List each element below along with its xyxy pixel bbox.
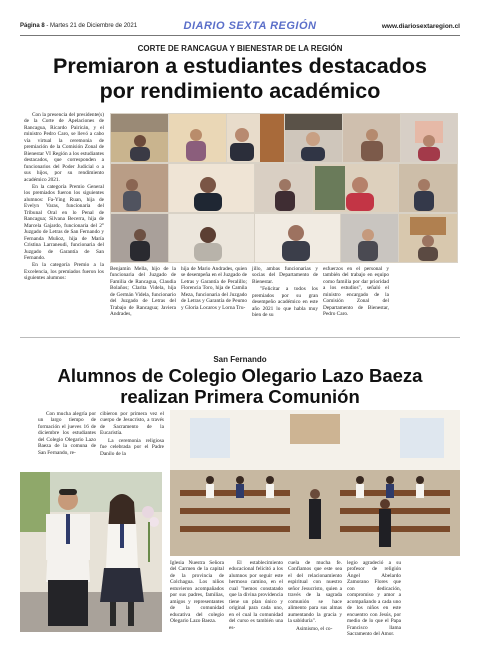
story2-column-4 bbox=[229, 560, 283, 632]
story1-column-1 bbox=[24, 112, 104, 283]
story2-title-line1: Alumnos de Colegio Olegario Lazo Baeza bbox=[57, 365, 423, 386]
story2-paragraph: Asimismo, el co- bbox=[296, 625, 333, 632]
story1-title-line1: Premiaron a estudiantes destacados bbox=[52, 54, 427, 78]
story2-title-line2: realizan Primera Comunión bbox=[120, 386, 360, 407]
students-photo bbox=[20, 472, 162, 632]
page-number: Página 8 bbox=[20, 23, 45, 29]
story1-paragraph: En la categoría Premio General los premiados fueron los siguientes alumnos: Fa-Ying Ruan, hija de Evelyn Varas, funcionaria del Tribunal Oral en lo Penal de Rancagua; Silvana Becerra, hija de Marcela Gajardo, funcionaria del 2° Juzgado de Letras de San Fernando y Fernanda Muñoz, hija de María Cristina Larraneudi, funcionaria del Juzgado de Garantía de San Fernando. bbox=[24, 183, 104, 261]
story2-paragraph: legio agradeció a su profesor de religión Ángel Abelardo Zamorano Flores que con dedicación, compromiso y amor a acompañando a cada uno de los niños en este encuentro con Jesús, por medio de lo que el Papa Francisco llama Sacramento del Amor. bbox=[347, 560, 401, 637]
video-call-grid bbox=[110, 113, 458, 263]
story2-paragraph: cuela de mucha fe. Confiamos que este sea el del relacionamiento espiritual con nuestro señor Jesucristo, quien a través de la sagrada comunión se hace alimento para sus almas aumentando la gracia y la sabiduría". bbox=[288, 560, 342, 625]
story2-paragraph: Iglesia Nuestra Señora del Carmen de la capital de la provincia de Colchagua. Los niños estuvieron acompañados por sus padres, familias, amigos y representantes de la comunidad educativa del colegio Olegario Lazo Baeza. bbox=[170, 560, 224, 625]
story1-paragraph: Con la presencia del presidente(s) de la Corte de Apelaciones de Rancagua, Ricardo Pairicán, y el ministro Pedro Caro, se llevó a cabo vía virtual la ceremonia de premiación de la Comisión Zonal de Bienestar VI Región a los estudiantes destacados, que corresponden a funcionarios del Poder Judicial o a sus hijos, por su rendimiento académico 2021. bbox=[24, 112, 104, 183]
story2-paragraph: El establecimiento educacional felicitó a los alumnos por seguir este hermoso camino, en el cual "hemos constatado que la divina providencia tiene un plan único y original para cada uno, en el cual la comunidad del curso es también una es- bbox=[229, 560, 283, 631]
story1-paragraph: Benjamín Mella, hijo de la funcionaria del Juzgado de Familia de Rancagua, Claudia Bolaños; Clarita Videla, hija de Germán Videla, funcionario del Juzgado de Letras del Trabajo de Rancagua; Javiera Andrades, bbox=[110, 266, 176, 318]
story2-column-6 bbox=[347, 560, 401, 638]
church-interior-photo bbox=[170, 410, 460, 556]
story1-paragraph: jillo, ambas funcionarias y socias del Departamento de Bienestar. bbox=[252, 266, 318, 285]
story1-paragraph: esfuerzos en el personal y también del trabajo en equipo como familia por dar prioridad a los estudios", señaló el ministro encargado de la Comisión Zonal del Departamento de Bienestar, Pedro Caro. bbox=[323, 266, 389, 318]
story2-paragraph: cibieron por primera vez el cuerpo de Jesucristo, a través de Sacramento de la Eucaristía. bbox=[100, 411, 164, 437]
story1-column-3 bbox=[181, 266, 247, 312]
story2-paragraph: La ceremonia religiosa fue celebrada por el Padre Danilo de la bbox=[100, 437, 164, 457]
story1-column-5 bbox=[323, 266, 389, 319]
story2-column-2 bbox=[100, 411, 164, 458]
newspaper-brand: DIARIO SEXTA REGIÓN bbox=[183, 20, 317, 32]
story1-paragraph: hija de Mario Andrades, quien se desempeña en el Juzgado de Letras y Garantía de Peralillo; Florencia Toro, hija de Camila Meza, funcionaria del Juzgado de Letras y Garantía de Peumo y Gloria Locaros y Lorna Tru- bbox=[181, 266, 247, 311]
header-rule bbox=[20, 35, 460, 36]
story1-column-4 bbox=[252, 266, 318, 320]
story1-paragraph: "Felicitar a todos los premiados por su gran desempeño académico en este año 2021 lo que habla muy bien de su bbox=[252, 286, 318, 319]
story1-paragraph: En la categoría Premio a la Excelencia, los premiados fueron los siguientes alumnos: bbox=[24, 262, 104, 282]
students-illustration bbox=[20, 472, 162, 632]
story2-column-5 bbox=[288, 560, 342, 633]
story1-kicker: CORTE DE RANCAGUA Y BIENESTAR DE LA REGIÓN bbox=[137, 44, 343, 53]
page-header bbox=[20, 20, 460, 34]
story2-column-3 bbox=[170, 560, 224, 626]
newspaper-url[interactable]: www.diariosextaregion.cl bbox=[381, 23, 460, 30]
page-date: - Martes 21 de Diciembre de 2021 bbox=[44, 23, 138, 29]
church-illustration bbox=[170, 410, 460, 556]
story1-title-line2: por rendimiento académico bbox=[99, 79, 381, 103]
story1-column-2 bbox=[110, 266, 176, 319]
story2-paragraph: Con mucha alegría por un largo tiempo de formación el jueves 16 de diciembre los estudiantes del Colegio Olegario Lazo Baeza de la comuna de San Fernando, re- bbox=[38, 411, 96, 456]
story2-column-1 bbox=[38, 411, 96, 457]
page-info bbox=[20, 23, 137, 29]
video-call-photo bbox=[110, 113, 458, 263]
section-divider bbox=[20, 337, 460, 338]
story2-kicker: San Fernando bbox=[213, 355, 267, 364]
